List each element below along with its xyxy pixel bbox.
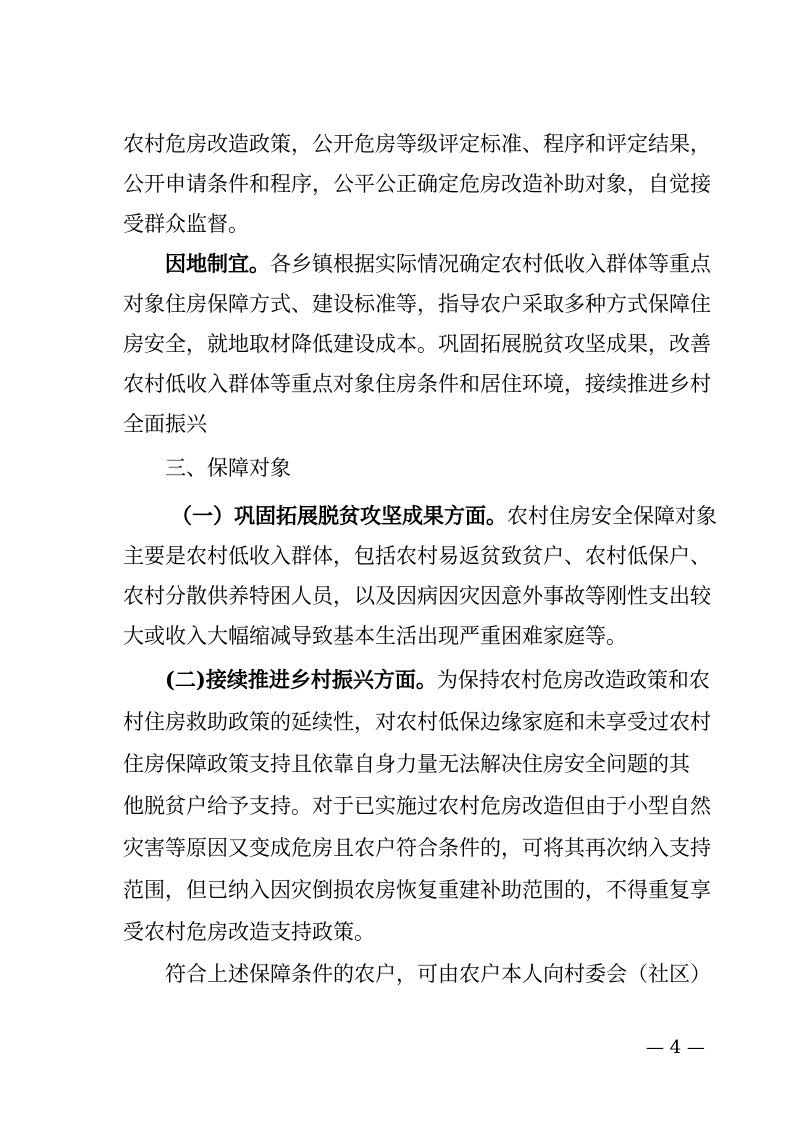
paragraph-line: 住房保障政策支持且依靠自身力量无法解决住房安全问题的其 (123, 752, 690, 776)
paragraph-line: 全面振兴 (123, 412, 207, 436)
paragraph-line: 主要是农村低收入群体，包括农村易返贫致贫户、农村低保户、 (123, 544, 711, 568)
paragraph-line: 灾害等原因又变成危房且农户符合条件的，可将其再次纳入支持 (123, 836, 711, 860)
paragraph-line: 他脱贫户给予支持。对于已实施过农村危房改造但由于小型自然 (123, 794, 711, 818)
paragraph-line: 农村低收入群体等重点对象住房条件和居住环境，接续推进乡村 (123, 372, 711, 396)
paragraph-lead: （一）巩固拓展脱贫攻坚成果方面。 (171, 503, 507, 528)
paragraph-line: 受群众监督。 (123, 212, 249, 236)
paragraph-text: 各乡镇根据实际情况确定农村低收入群体等重点 (270, 252, 711, 276)
paragraph-line: 受农村危房改造支持政策。 (123, 920, 375, 944)
paragraph-line: 大或收入大幅缩减导致基本生活出现严重困难家庭等。 (123, 624, 627, 648)
paragraph-text: 为保持农村危房改造政策和农 (436, 668, 710, 692)
paragraph-line: 符合上述保障条件的农户，可由农户本人向村委会（社区） (165, 962, 711, 986)
paragraph-line: 对象住房保障方式、建设标准等，指导农户采取多种方式保障住 (123, 292, 711, 316)
paragraph-line: 农村危房改造政策，公开危房等级评定标准、程序和评定结果， (123, 132, 711, 156)
section-heading: 三、保障对象 (165, 456, 291, 480)
paragraph-line: 农村分散供养特困人员，以及因病因灾因意外事故等刚性支出较 (123, 584, 711, 608)
paragraph-first-line (165, 248, 711, 280)
paragraph-lead: (二)接续推进乡村振兴方面。 (165, 667, 437, 692)
paragraph-first-line (171, 500, 717, 532)
paragraph-text: 农村住房安全保障对象 (507, 504, 717, 528)
page-number: — 4 — (646, 1037, 705, 1058)
paragraph-line: 公开申请条件和程序，公平公正确定危房改造补助对象，自觉接 (123, 172, 711, 196)
paragraph-line: 村住房救助政策的延续性，对农村低保边缘家庭和未享受过农村 (123, 710, 711, 734)
paragraph-line: 房安全，就地取材降低建设成本。巩固拓展脱贫攻坚成果，改善 (123, 332, 711, 356)
paragraph-first-line (165, 664, 710, 696)
paragraph-line: 范围，但已纳入因灾倒损农房恢复重建补助范围的，不得重复享 (123, 878, 711, 902)
paragraph-lead: 因地制宜。 (165, 251, 270, 276)
